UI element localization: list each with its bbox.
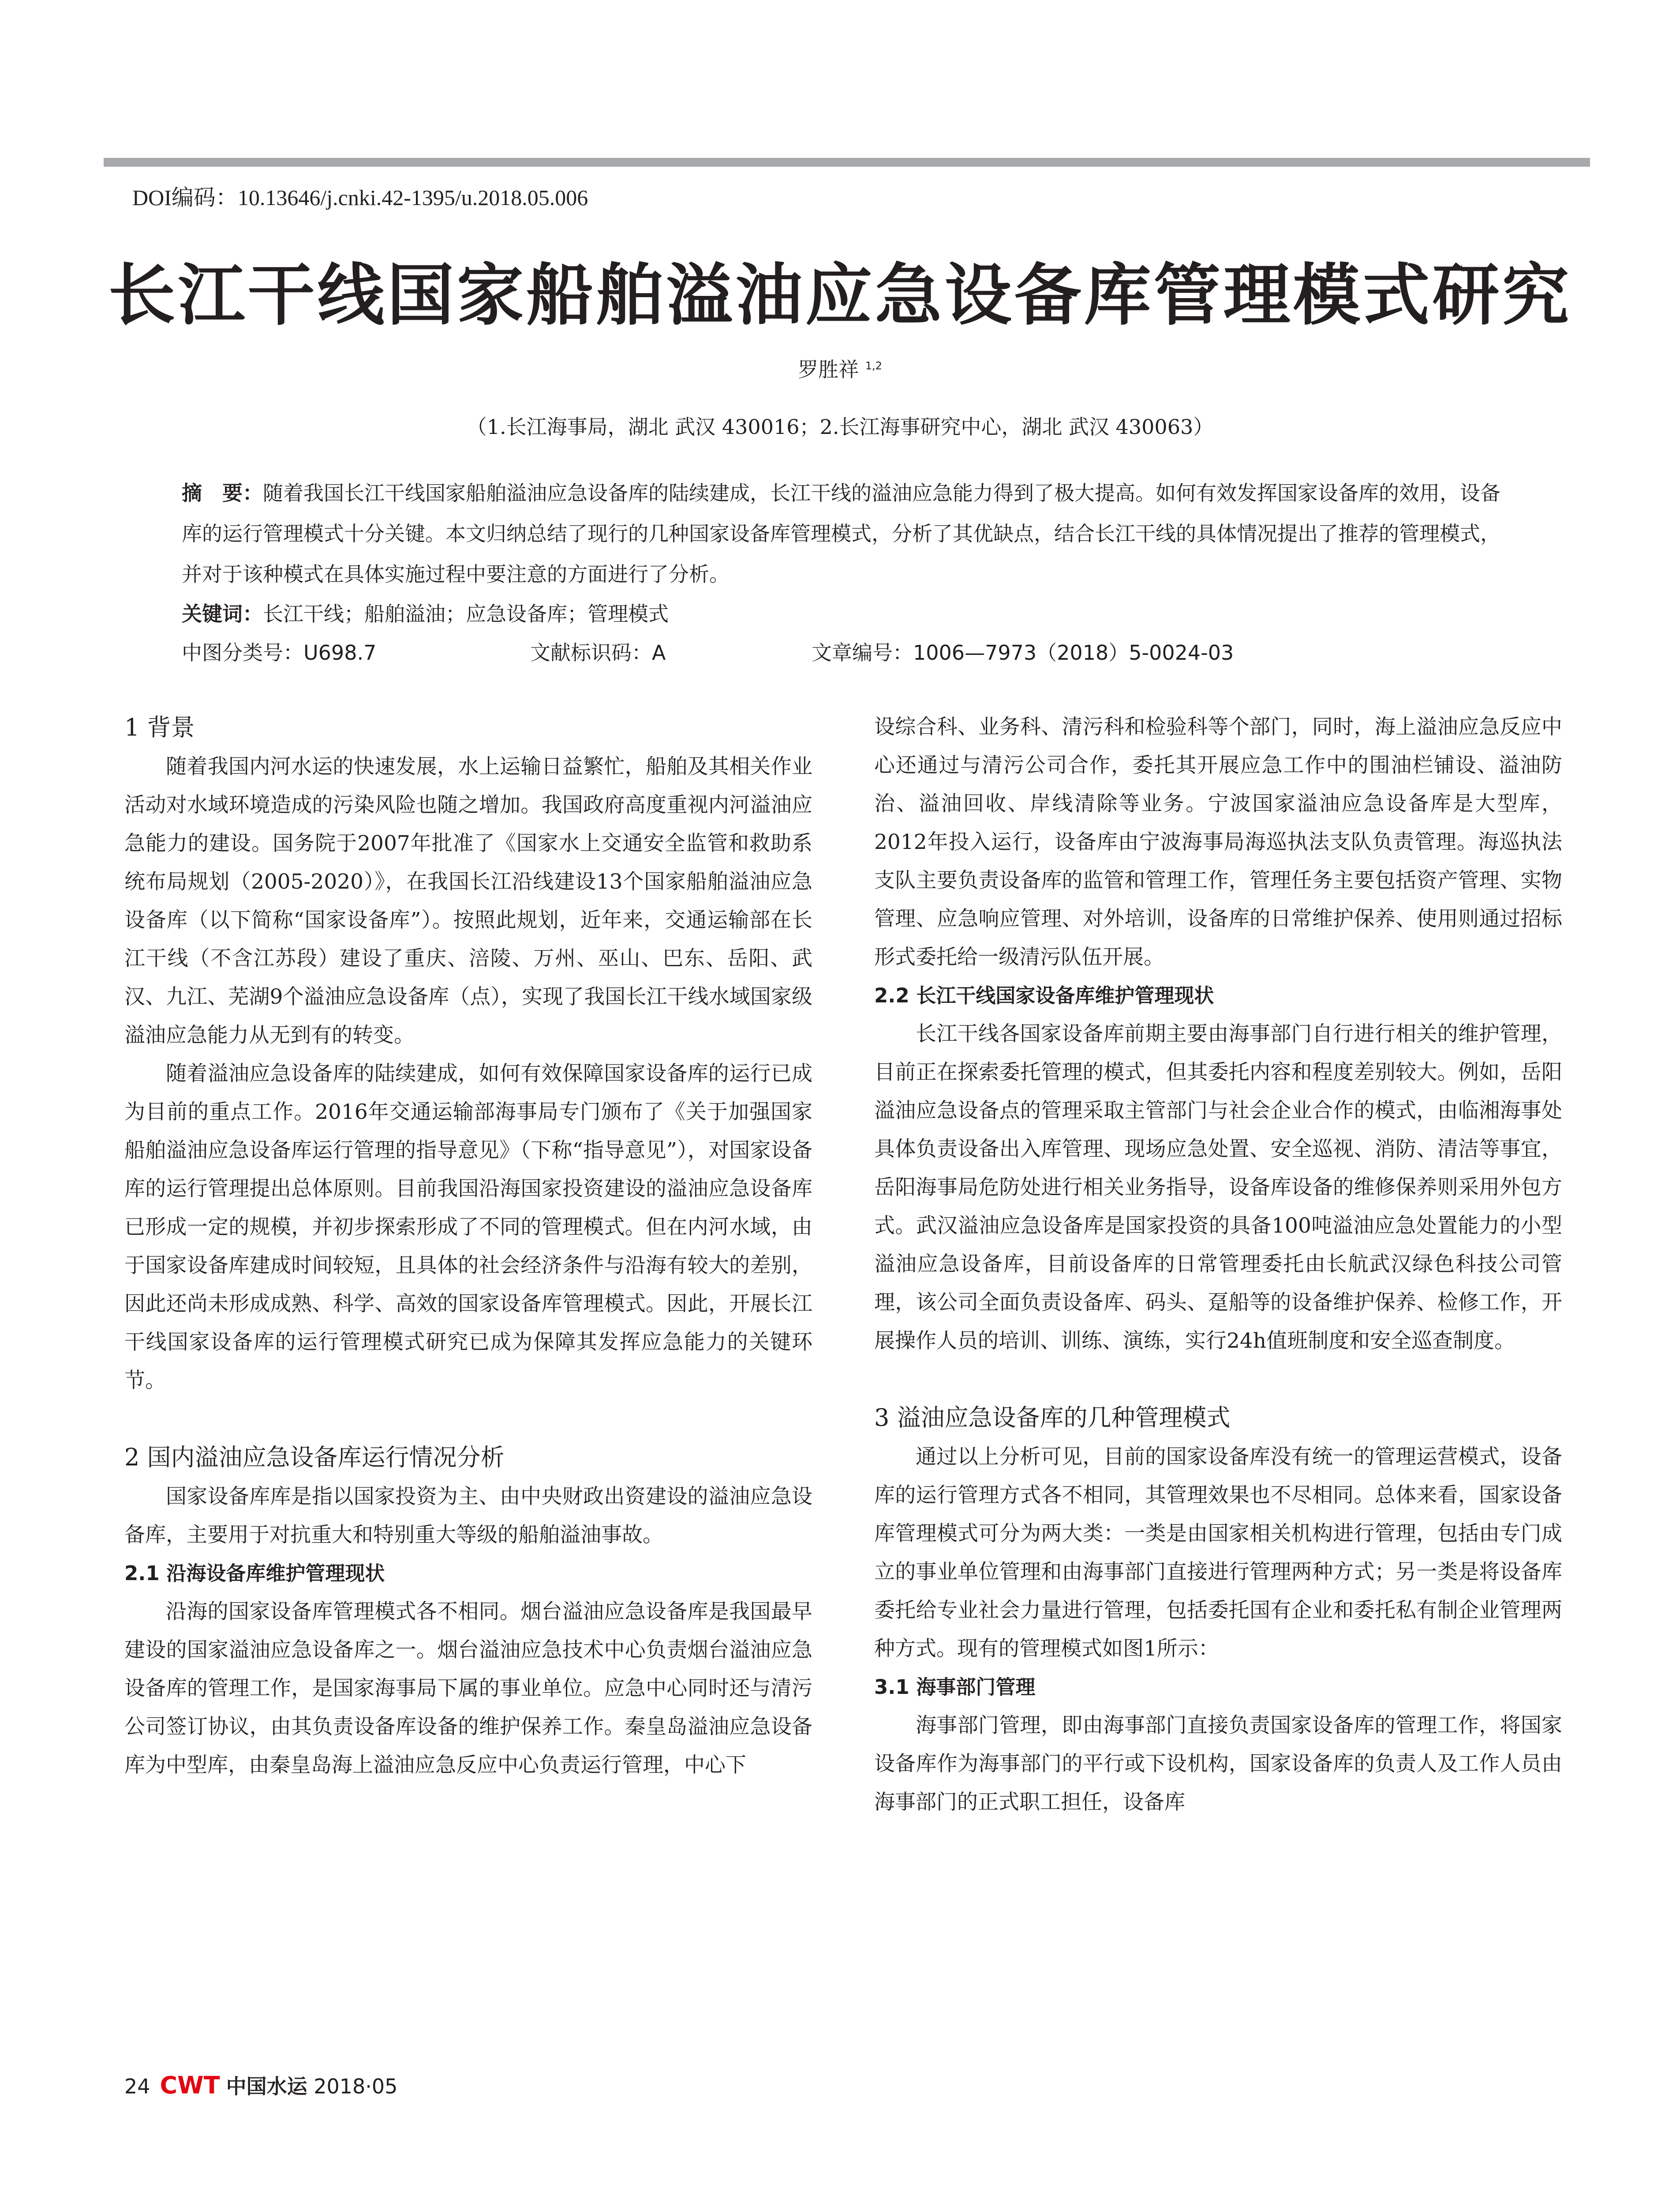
left-column	[124, 708, 812, 1784]
paragraph: 通过以上分析可见，目前的国家设备库没有统一的管理运营模式，设备库的运行管理方式各不相同，其管理效果也不尽相同。总体来看，国家设备库管理模式可分为两大类：一类是由国家相关机构进行管理，包括由专门成立的事业单位管理和由海事部门直接进行管理两种方式；另一类是将设备库委托给专业社会力量进行管理，包括委托国有企业和委托私有制企业管理两种方式。现有的管理模式如图1所示：	[874, 1445, 1562, 1661]
abstract-label: 摘 要：	[182, 481, 263, 505]
article-number: 文章编号：1006—7973（2018）5-0024-03	[812, 641, 1234, 665]
journal-name: 中国水运	[226, 2074, 307, 2098]
journal-issue: 2018·05	[314, 2074, 398, 2098]
abstract-text: 随着我国长江干线国家船舶溢油应急设备库的陆续建成，长江干线的溢油应急能力得到了极大提高。如何有效发挥国家设备库的效用，设备库的运行管理模式十分关键。本文归纳总结了现行的几种国家设备库管理模式，分析了其优缺点，结合长江干线的具体情况提出了推荐的管理模式，并对于该种模式在具体实施过程中要注意的方面进行了分析。	[182, 481, 1500, 586]
author-affiliation-marks: 1,2	[865, 359, 882, 372]
paragraph: 海事部门管理，即由海事部门直接负责国家设备库的管理工作，将国家设备库作为海事部门的平行或下设机构，国家设备库的负责人及工作人员由海事部门的正式职工担任，设备库	[874, 1713, 1562, 1814]
keywords	[182, 596, 1514, 632]
classification-line	[182, 637, 1514, 672]
section-heading: 1 背景	[124, 714, 195, 741]
page-footer	[124, 2070, 397, 2100]
paper-title: 长江干线国家船舶溢油应急设备库管理模式研究	[108, 255, 1572, 334]
affiliation: （1.长江海事局，湖北 武汉 430016；2.长江海事研究中心，湖北 武汉 430063）	[466, 415, 1214, 439]
paragraph: 随着我国内河水运的快速发展，水上运输日益繁忙，船舶及其相关作业活动对水域环境造成的污染风险也随之增加。我国政府高度重视内河溢油应急能力的建设。国务院于2007年批准了《国家水上交通安全监管和救助系统布局规划（2005-2020）》，在我国长江沿线建设13个国家船舶溢油应急设备库（以下简称“国家设备库”）。按照此规划，近年来，交通运输部在长江干线（不含江苏段）建设了重庆、涪陵、万州、巫山、巴东、岳阳、武汉、九江、芜湖9个溢油应急设备库（点），实现了我国长江干线水域国家级溢油应急能力从无到有的转变。	[124, 755, 812, 1047]
paragraph: 长江干线各国家设备库前期主要由海事部门自行进行相关的维护管理，目前正在探索委托管理的模式，但其委托内容和程度差别较大。例如，岳阳溢油应急设备点的管理采取主管部门与社会企业合作的模式，由临湘海事处具体负责设备出入库管理、现场应急处置、安全巡视、消防、清洁等事宜，岳阳海事局危防处进行相关业务指导，设备库设备的维修保养则采用外包方式。武汉溢油应急设备库是国家投资的具备100吨溢油应急处置能力的小型溢油应急设备库，目前设备库的日常管理委托由长航武汉绿色科技公司管理，该公司全面负责设备库、码头、趸船等的设备维护保养、检修工作，开展操作人员的培训、训练、演练，实行24h值班制度和安全巡查制度。	[874, 1022, 1562, 1353]
clc-number: 中图分类号：U698.7	[182, 641, 377, 665]
abstract	[182, 473, 1514, 594]
right-column	[874, 708, 1562, 1821]
subsection-heading: 2.2 长江干线国家设备库维护管理现状	[874, 984, 1214, 1007]
author	[0, 354, 1680, 383]
top-rule	[104, 158, 1590, 167]
keywords-label: 关键词：	[182, 602, 263, 626]
document-code: 文献标识码：A	[530, 641, 666, 665]
paragraph: 随着溢油应急设备库的陆续建成，如何有效保障国家设备库的运行已成为目前的重点工作。2016年交通运输部海事局专门颁布了《关于加强国家船舶溢油应急设备库运行管理的指导意见》（下称“指导意见”），对国家设备库的运行管理提出总体原则。目前我国沿海国家投资建设的溢油应急设备库已形成一定的规模，并初步探索形成了不同的管理模式。但在内河水域，由于国家设备库建成时间较短，且具体的社会经济条件与沿海有较大的差别，因此还尚未形成成熟、科学、高效的国家设备库管理模式。因此，开展长江干线国家设备库的运行管理模式研究已成为保障其发挥应急能力的关键环节。	[124, 1061, 812, 1393]
doi-line: DOI编码：10.13646/j.cnki.42-1395/u.2018.05.006	[132, 185, 588, 210]
page-number: 24	[124, 2074, 150, 2098]
journal-logo-cwt: CWT	[160, 2071, 220, 2099]
keywords-text: 长江干线；船舶溢油；应急设备库；管理模式	[263, 602, 669, 626]
author-name: 罗胜祥	[798, 358, 859, 381]
section-heading: 3 溢油应急设备库的几种管理模式	[874, 1404, 1231, 1431]
paragraph: 国家设备库库是指以国家投资为主、由中央财政出资建设的溢油应急设备库，主要用于对抗重大和特别重大等级的船舶溢油事故。	[124, 1484, 812, 1547]
paragraph: 沿海的国家设备库管理模式各不相同。烟台溢油应急设备库是我国最早建设的国家溢油应急设备库之一。烟台溢油应急技术中心负责烟台溢油应急设备库的管理工作，是国家海事局下属的事业单位。应急中心同时还与清污公司签订协议，由其负责设备库设备的维护保养工作。秦皇岛溢油应急设备库为中型库，由秦皇岛海上溢油应急反应中心负责运行管理，中心下	[124, 1600, 812, 1777]
paragraph: 设综合科、业务科、清污科和检验科等个部门，同时，海上溢油应急反应中心还通过与清污公司合作，委托其开展应急工作中的围油栏铺设、溢油防治、溢油回收、岸线清除等业务。宁波国家溢油应急设备库是大型库，2012年投入运行，设备库由宁波海事局海巡执法支队负责管理。海巡执法支队主要负责设备库的监管和管理工作，管理任务主要包括资产管理、实物管理、应急响应管理、对外培训，设备库的日常维护保养、使用则通过招标形式委托给一级清污队伍开展。	[874, 715, 1562, 969]
section-heading: 2 国内溢油应急设备库运行情况分析	[124, 1443, 505, 1471]
subsection-heading: 2.1 沿海设备库维护管理现状	[124, 1562, 385, 1585]
subsection-heading: 3.1 海事部门管理	[874, 1675, 1036, 1699]
